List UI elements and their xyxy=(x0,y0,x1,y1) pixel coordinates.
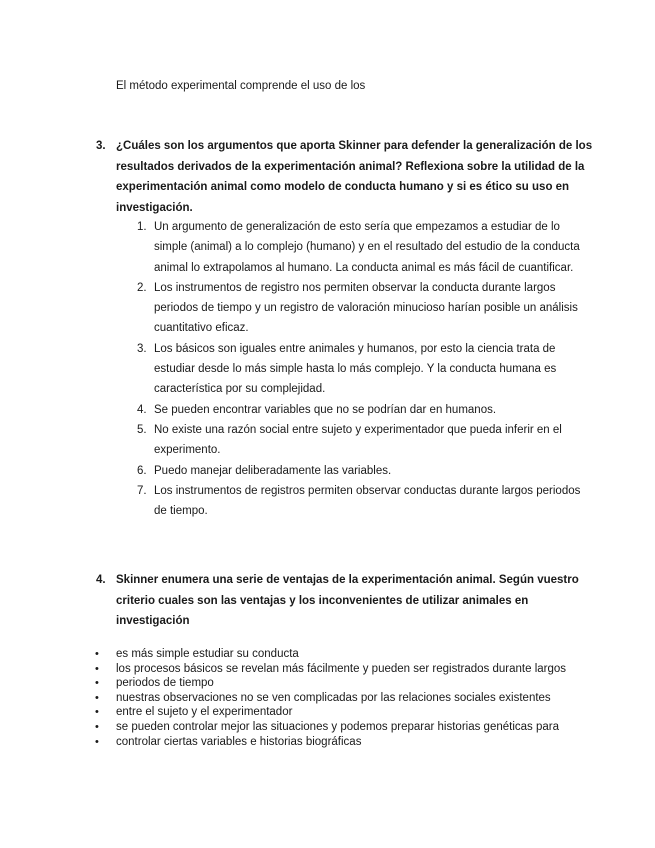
answer-item xyxy=(134,339,582,400)
answer-text: Los instrumentos de registro nos permiten observar la conducta durante largos periodos de tiempo y un registro de valoración minucioso harían posible un análisis cuantitativo eficaz. xyxy=(154,281,578,335)
question-3 xyxy=(96,136,596,218)
answer-item xyxy=(134,420,582,461)
bullet-item xyxy=(94,720,594,735)
question-4-text: Skinner enumera una serie de ventajas de la experimentación animal. Según vuestro criterio cuales son las ventajas y los inconvenientes de utilizar animales en investigación xyxy=(116,574,579,627)
answer-text: Los básicos son iguales entre animales y humanos, por esto la ciencia trata de estudiar desde lo más simple hasta lo más complejo. Y la conducta humana es característica por su complejidad. xyxy=(154,342,557,396)
answer-item xyxy=(134,217,582,278)
bullet-item xyxy=(94,691,594,706)
bullet-item xyxy=(94,647,594,662)
answer-text: No existe una razón social entre sujeto y experimentador que pueda inferir en el experimento. xyxy=(154,423,562,457)
bullet-text: periodos de tiempo xyxy=(116,677,214,690)
bullet-text: entre el sujeto y el experimentador xyxy=(116,706,293,719)
answer-text: Se pueden encontrar variables que no se podrían dar en humanos. xyxy=(154,403,497,416)
question-4 xyxy=(96,570,596,632)
bullet-item xyxy=(94,705,594,720)
bullet-icon: • xyxy=(95,662,99,675)
bullet-text: se pueden controlar mejor las situaciones y podemos preparar historias genéticas para xyxy=(116,720,559,733)
bullet-text: nuestras observaciones no se ven complicadas por las relaciones sociales existentes xyxy=(116,691,551,704)
answer-item xyxy=(134,400,582,420)
bullet-list xyxy=(94,647,594,749)
answer-item xyxy=(134,461,582,481)
bullet-icon: • xyxy=(95,720,99,733)
question-3-text: ¿Cuáles son los argumentos que aporta Skinner para defender la generalización de los resultados derivados de la experimentación animal? Reflexiona sobre la utilidad de la experimentación animal como modelo de conducta humano y si es ético su uso en investigación. xyxy=(116,140,593,214)
answer-list xyxy=(134,217,582,521)
bullet-item xyxy=(94,676,594,691)
answer-text: Los instrumentos de registros permiten observar conductas durante largos periodos de tiempo. xyxy=(154,484,581,518)
answer-text: Un argumento de generalización de esto sería que empezamos a estudiar de lo simple (animal) a lo complejo (humano) y en el resultado del estudio de la conducta animal lo extrapolamos al humano. La conducta animal es más fácil de cuantificar. xyxy=(154,221,580,274)
bullet-icon: • xyxy=(95,735,99,748)
bullet-icon: • xyxy=(95,677,99,690)
answer-item xyxy=(134,481,582,522)
bullet-icon: • xyxy=(95,648,99,660)
answer-number: 1. xyxy=(137,221,147,233)
bullet-item xyxy=(94,735,594,750)
answer-number: 4. xyxy=(137,403,147,416)
answer-item xyxy=(134,278,582,339)
answer-text: Puedo manejar deliberadamente las variables. xyxy=(154,464,392,477)
question-3-number: 3. xyxy=(96,140,106,152)
answer-number: 5. xyxy=(137,423,147,436)
bullet-item xyxy=(94,662,594,677)
bullet-icon: • xyxy=(95,691,99,704)
bullet-icon: • xyxy=(95,706,99,719)
question-4-number: 4. xyxy=(96,574,106,586)
answer-number: 7. xyxy=(137,484,147,497)
intro-text: El método experimental comprende el uso de los xyxy=(116,80,366,92)
answer-number: 2. xyxy=(137,281,147,294)
answer-number: 3. xyxy=(137,342,147,355)
bullet-text: es más simple estudiar su conducta xyxy=(116,648,299,660)
bullet-text: controlar ciertas variables e historias biográficas xyxy=(116,735,362,748)
answer-number: 6. xyxy=(137,464,147,477)
bullet-text: los procesos básicos se revelan más fácilmente y pueden ser registrados durante largos xyxy=(116,662,567,675)
